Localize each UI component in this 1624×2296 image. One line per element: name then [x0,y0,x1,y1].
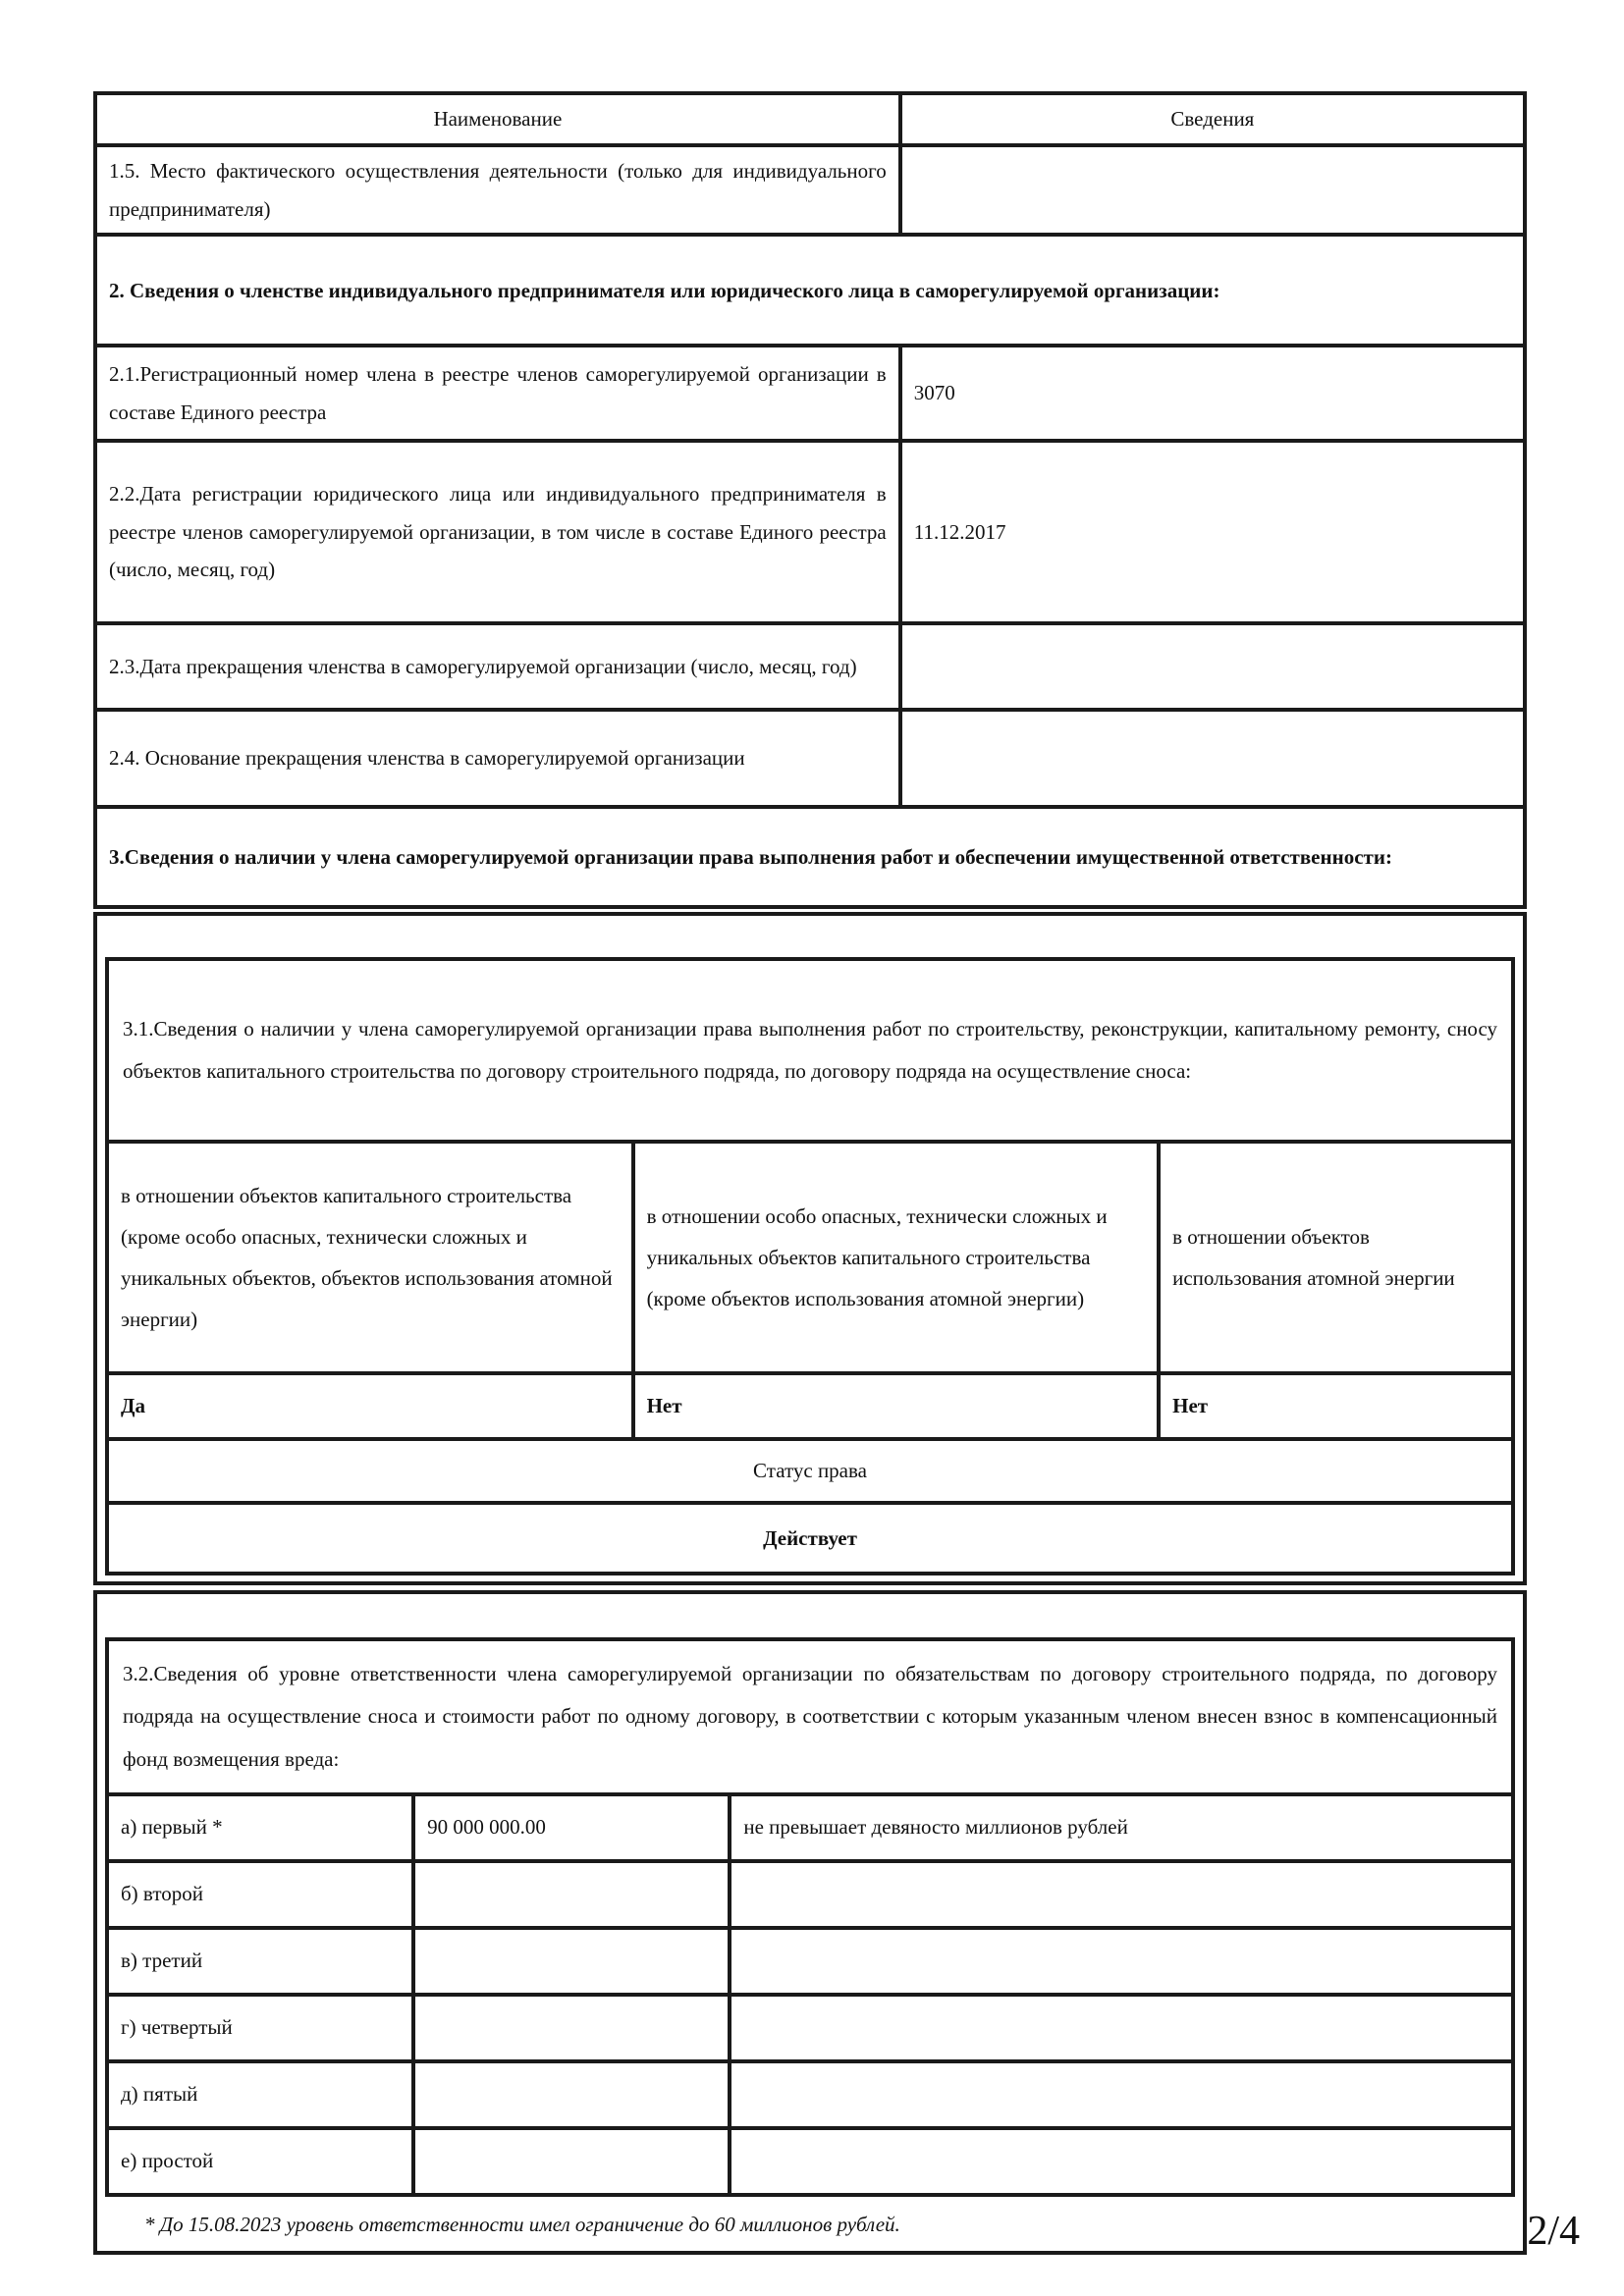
level-amount [413,1861,730,1928]
level-description [730,1928,1513,1995]
row-2-2-label: 2.2.Дата регистрации юридического лица или индивидуального предпринимателя в реестре членов саморегулируемой организации, в том числе в составе Единого реестра (число, месяц, год) [95,441,900,623]
level-description [730,2128,1513,2195]
level-amount [413,1928,730,1995]
object-type-value-3: Нет [1159,1373,1513,1439]
section-2-title: 2. Сведения о членстве индивидуального предпринимателя или юридического лица в саморегулируемой организации: [95,235,1525,346]
level-name: в) третий [107,1928,413,1995]
level-description: не превышает девяносто миллионов рублей [730,1794,1513,1861]
level-description [730,1861,1513,1928]
table-row [95,441,1525,623]
status-label-row [107,1439,1513,1503]
object-type-header-3: в отношении объектов использования атомной энергии [1159,1142,1513,1373]
responsibility-level-row [107,2061,1513,2128]
level-name: а) первый * [107,1794,413,1861]
level-name: е) простой [107,2128,413,2195]
level-description [730,2061,1513,2128]
section-3-2-intro-row [107,1639,1513,1794]
row-2-2-value: 11.12.2017 [900,441,1525,623]
section-3-1-intro: 3.1.Сведения о наличии у члена саморегулируемой организации права выполнения работ по строительству, реконструкции, капитальному ремонту, сносу объектов капитального строительства по договору строительного подряда, по договору подряда на осуществление сноса: [107,959,1513,1142]
section-3-2-intro: 3.2.Сведения об уровне ответственности члена саморегулируемой организации по обязательствам по договору строительного подряда, по договору подряда на осуществление сноса и стоимости работ по одному договору, в соответствии с которым указанным членом внесен взнос в компенсационный фонд возмещения вреда: [107,1639,1513,1794]
object-type-value-1: Да [107,1373,633,1439]
level-name: б) второй [107,1861,413,1928]
level-name: д) пятый [107,2061,413,2128]
level-amount [413,1995,730,2061]
section-2-row [95,235,1525,346]
object-type-value-2: Нет [633,1373,1160,1439]
status-label: Статус права [107,1439,1513,1503]
section-3-1-box [93,912,1527,1585]
responsibility-level-row [107,1861,1513,1928]
status-value-row [107,1503,1513,1574]
section-3-2-box [93,1590,1527,2255]
row-2-4-value [900,710,1525,807]
status-value: Действует [107,1503,1513,1574]
row-2-1-label: 2.1.Регистрационный номер члена в реестре членов саморегулируемой организации в составе Единого реестра [95,346,900,441]
row-1-5-label: 1.5. Место фактического осуществления деятельности (только для индивидуального предпринимателя) [95,145,900,235]
section-3-1-table [105,957,1515,1575]
section-3-row [95,807,1525,907]
table-row [95,346,1525,441]
row-2-1-value: 3070 [900,346,1525,441]
responsibility-level-row [107,2128,1513,2195]
section-3-title: 3.Сведения о наличии у члена саморегулируемой организации права выполнения работ и обеспечении имущественной ответственности: [95,807,1525,907]
section-3-2-table [105,1637,1515,2197]
document-content [93,91,1527,2255]
responsibility-level-row [107,1794,1513,1861]
column-header-name: Наименование [95,93,900,145]
level-amount [413,2128,730,2195]
level-amount: 90 000 000.00 [413,1794,730,1861]
row-2-3-label: 2.3.Дата прекращения членства в саморегулируемой организации (число, месяц, год) [95,623,900,710]
section-3-1-column-headers [107,1142,1513,1373]
row-2-4-label: 2.4. Основание прекращения членства в саморегулируемой организации [95,710,900,807]
table-header-row [95,93,1525,145]
level-description [730,1995,1513,2061]
page-number: 2/4 [1527,2209,1580,2254]
row-1-5-value [900,145,1525,235]
row-2-3-value [900,623,1525,710]
table-row [95,145,1525,235]
level-amount [413,2061,730,2128]
responsibility-level-row [107,1928,1513,1995]
column-header-info: Сведения [900,93,1525,145]
responsibility-level-row [107,1995,1513,2061]
object-type-header-2: в отношении особо опасных, технически сложных и уникальных объектов капитального строительства (кроме объектов использования атомной энергии) [633,1142,1160,1373]
footnote: * До 15.08.2023 уровень ответственности имел ограничение до 60 миллионов рублей. [144,2213,900,2236]
table-row [95,623,1525,710]
section-3-1-intro-row [107,959,1513,1142]
table-row [95,710,1525,807]
level-name: г) четвертый [107,1995,413,2061]
section-3-1-values-row [107,1373,1513,1439]
registry-main-table [93,91,1527,909]
object-type-header-1: в отношении объектов капитального строительства (кроме особо опасных, технически сложных и уникальных объектов, объектов использования атомной энергии) [107,1142,633,1373]
